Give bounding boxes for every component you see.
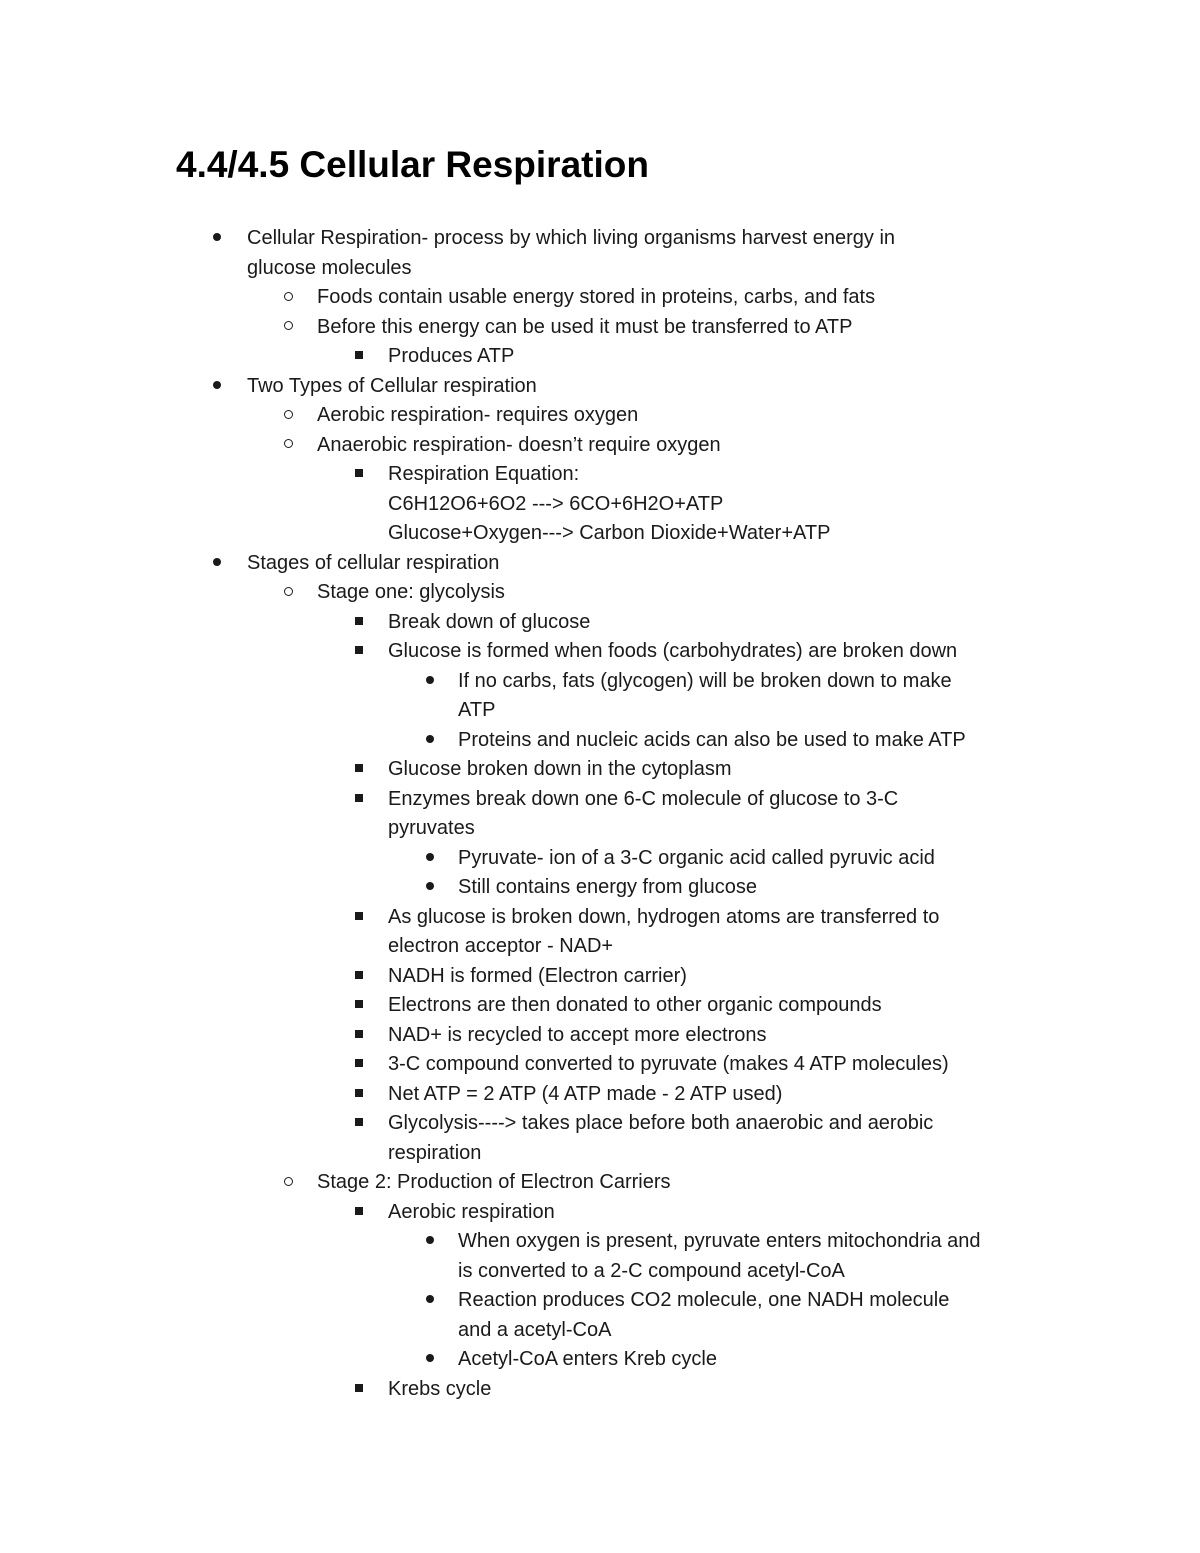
list-item-text: Enzymes break down one 6-C molecule of glucose to 3-C bbox=[388, 787, 899, 810]
list-item-continuation bbox=[0, 932, 1200, 962]
bullet-marker bbox=[420, 873, 440, 903]
filled-circle-bullet-icon bbox=[426, 1354, 434, 1362]
list-item bbox=[0, 283, 1200, 313]
list-item-text: Produces ATP bbox=[388, 345, 515, 367]
list-item-text: Aerobic respiration bbox=[388, 1200, 555, 1223]
list-item-text: pyruvates bbox=[388, 817, 475, 839]
bullet-marker bbox=[207, 224, 227, 254]
list-item-text: NAD+ is recycled to accept more electrons bbox=[388, 1023, 767, 1046]
filled-circle-bullet-icon bbox=[213, 381, 221, 389]
hollow-circle-bullet-icon bbox=[284, 321, 293, 330]
bullet-marker bbox=[420, 667, 440, 697]
list-item bbox=[0, 578, 1200, 608]
list-item bbox=[0, 903, 1200, 933]
hollow-circle-bullet-icon bbox=[284, 1177, 293, 1186]
list-item bbox=[0, 1109, 1200, 1139]
list-item-text: When oxygen is present, pyruvate enters mitochondria and bbox=[458, 1230, 981, 1252]
list-item bbox=[0, 1286, 1200, 1316]
list-item-text: ATP bbox=[458, 699, 496, 721]
square-bullet-icon bbox=[355, 971, 363, 979]
bullet-marker bbox=[420, 844, 440, 874]
square-bullet-icon bbox=[355, 617, 363, 625]
list-item-continuation bbox=[0, 696, 1200, 726]
list-item-text: Still contains energy from glucose bbox=[458, 876, 758, 898]
list-item bbox=[0, 844, 1200, 874]
list-item-text: Acetyl-CoA enters Kreb cycle bbox=[458, 1348, 717, 1370]
square-bullet-icon bbox=[355, 912, 363, 920]
list-item bbox=[0, 372, 1200, 402]
bullet-marker bbox=[349, 1050, 369, 1080]
square-bullet-icon bbox=[355, 1118, 363, 1126]
list-item bbox=[0, 342, 1200, 372]
bullet-outline bbox=[0, 224, 1200, 1404]
list-item-continuation bbox=[0, 1139, 1200, 1169]
list-item-text: Break down of glucose bbox=[388, 610, 591, 633]
list-item-continuation bbox=[0, 814, 1200, 844]
list-item-text: C6H12O6+6O2 ---> 6CO+6H2O+ATP bbox=[388, 492, 724, 515]
bullet-marker bbox=[349, 962, 369, 992]
list-item-text: Respiration Equation: bbox=[388, 463, 580, 485]
bullet-marker bbox=[349, 1198, 369, 1228]
list-item bbox=[0, 726, 1200, 756]
filled-circle-bullet-icon bbox=[426, 882, 434, 890]
list-item bbox=[0, 1168, 1200, 1198]
list-item-continuation bbox=[0, 1257, 1200, 1287]
list-item bbox=[0, 1050, 1200, 1080]
filled-circle-bullet-icon bbox=[213, 558, 221, 566]
square-bullet-icon bbox=[355, 646, 363, 654]
square-bullet-icon bbox=[355, 1384, 363, 1392]
list-item-text: Cellular Respiration- process by which living organisms harvest energy in bbox=[247, 227, 896, 249]
list-item bbox=[0, 460, 1200, 490]
bullet-marker bbox=[420, 1345, 440, 1375]
bullet-marker bbox=[349, 991, 369, 1021]
list-item-text: If no carbs, fats (glycogen) will be broken down to make bbox=[458, 669, 952, 692]
list-item-text: Stage 2: Production of Electron Carriers bbox=[317, 1171, 671, 1193]
bullet-marker bbox=[420, 1227, 440, 1257]
list-item bbox=[0, 1227, 1200, 1257]
list-item-text: glucose molecules bbox=[247, 256, 412, 279]
list-item bbox=[0, 667, 1200, 697]
list-item-continuation bbox=[0, 254, 1200, 284]
list-item-continuation bbox=[0, 519, 1200, 549]
list-item-text: Glucose broken down in the cytoplasm bbox=[388, 758, 732, 780]
hollow-circle-bullet-icon bbox=[284, 410, 293, 419]
list-item-text: Electrons are then donated to other organic compounds bbox=[388, 994, 882, 1016]
bullet-marker bbox=[420, 726, 440, 756]
list-item-text: Net ATP = 2 ATP (4 ATP made - 2 ATP used) bbox=[388, 1082, 783, 1105]
list-item-text: NADH is formed (Electron carrier) bbox=[388, 964, 687, 987]
list-item-text: and a acetyl-CoA bbox=[458, 1318, 612, 1341]
filled-circle-bullet-icon bbox=[426, 735, 434, 743]
square-bullet-icon bbox=[355, 794, 363, 802]
filled-circle-bullet-icon bbox=[426, 1295, 434, 1303]
list-item-text: Anaerobic respiration- doesn’t require oxygen bbox=[317, 433, 721, 456]
bullet-marker bbox=[278, 401, 298, 431]
list-item-text: electron acceptor - NAD+ bbox=[388, 935, 614, 957]
bullet-marker bbox=[349, 608, 369, 638]
bullet-marker bbox=[349, 755, 369, 785]
bullet-marker bbox=[278, 283, 298, 313]
hollow-circle-bullet-icon bbox=[284, 292, 293, 301]
bullet-marker bbox=[349, 1021, 369, 1051]
list-item bbox=[0, 1345, 1200, 1375]
square-bullet-icon bbox=[355, 764, 363, 772]
list-item bbox=[0, 224, 1200, 254]
square-bullet-icon bbox=[355, 1030, 363, 1038]
square-bullet-icon bbox=[355, 351, 363, 359]
bullet-marker bbox=[207, 549, 227, 579]
list-item bbox=[0, 962, 1200, 992]
list-item bbox=[0, 991, 1200, 1021]
bullet-marker bbox=[349, 1109, 369, 1139]
square-bullet-icon bbox=[355, 1000, 363, 1008]
list-item-text: Two Types of Cellular respiration bbox=[247, 374, 537, 397]
list-item bbox=[0, 1021, 1200, 1051]
bullet-marker bbox=[349, 460, 369, 490]
bullet-marker bbox=[278, 1168, 298, 1198]
filled-circle-bullet-icon bbox=[213, 233, 221, 241]
list-item bbox=[0, 401, 1200, 431]
bullet-marker bbox=[349, 342, 369, 372]
bullet-marker bbox=[349, 1375, 369, 1405]
list-item-continuation bbox=[0, 1316, 1200, 1346]
list-item-text: is converted to a 2-C compound acetyl-CoA bbox=[458, 1259, 845, 1282]
filled-circle-bullet-icon bbox=[426, 676, 434, 684]
list-item-text: Stages of cellular respiration bbox=[247, 551, 500, 574]
list-item-text: Proteins and nucleic acids can also be used to make ATP bbox=[458, 728, 966, 751]
bullet-marker bbox=[420, 1286, 440, 1316]
square-bullet-icon bbox=[355, 1207, 363, 1215]
list-item bbox=[0, 549, 1200, 579]
bullet-marker bbox=[349, 785, 369, 815]
square-bullet-icon bbox=[355, 1059, 363, 1067]
list-item bbox=[0, 873, 1200, 903]
list-item bbox=[0, 1080, 1200, 1110]
list-item bbox=[0, 637, 1200, 667]
list-item bbox=[0, 1198, 1200, 1228]
list-item-text: 3-C compound converted to pyruvate (makes 4 ATP molecules) bbox=[388, 1053, 949, 1075]
bullet-marker bbox=[349, 1080, 369, 1110]
bullet-marker bbox=[278, 313, 298, 343]
list-item-text: Aerobic respiration- requires oxygen bbox=[317, 404, 639, 426]
hollow-circle-bullet-icon bbox=[284, 439, 293, 448]
list-item bbox=[0, 431, 1200, 461]
list-item-text: Reaction produces CO2 molecule, one NADH molecule bbox=[458, 1289, 950, 1311]
list-item-text: Before this energy can be used it must be transferred to ATP bbox=[317, 315, 853, 338]
list-item-text: Pyruvate- ion of a 3-C organic acid called pyruvic acid bbox=[458, 846, 935, 869]
square-bullet-icon bbox=[355, 469, 363, 477]
list-item bbox=[0, 785, 1200, 815]
list-item-text: respiration bbox=[388, 1141, 482, 1164]
list-item-text: Glycolysis----> takes place before both anaerobic and aerobic bbox=[388, 1112, 934, 1134]
list-item-text: Glucose+Oxygen---> Carbon Dioxide+Water+ATP bbox=[388, 522, 831, 544]
list-item-text: Foods contain usable energy stored in proteins, carbs, and fats bbox=[317, 286, 876, 308]
list-item bbox=[0, 755, 1200, 785]
bullet-marker bbox=[278, 578, 298, 608]
bullet-marker bbox=[349, 637, 369, 667]
filled-circle-bullet-icon bbox=[426, 1236, 434, 1244]
list-item-text: Krebs cycle bbox=[388, 1377, 492, 1400]
bullet-marker bbox=[207, 372, 227, 402]
square-bullet-icon bbox=[355, 1089, 363, 1097]
list-item-text: Glucose is formed when foods (carbohydrates) are broken down bbox=[388, 640, 958, 662]
list-item bbox=[0, 1375, 1200, 1405]
page-title: 4.4/4.5 Cellular Respiration bbox=[176, 144, 649, 185]
hollow-circle-bullet-icon bbox=[284, 587, 293, 596]
list-item-text: Stage one: glycolysis bbox=[317, 581, 505, 603]
list-item bbox=[0, 313, 1200, 343]
bullet-marker bbox=[278, 431, 298, 461]
list-item-text: As glucose is broken down, hydrogen atoms are transferred to bbox=[388, 905, 940, 928]
list-item-continuation bbox=[0, 490, 1200, 520]
bullet-marker bbox=[349, 903, 369, 933]
list-item bbox=[0, 608, 1200, 638]
filled-circle-bullet-icon bbox=[426, 853, 434, 861]
